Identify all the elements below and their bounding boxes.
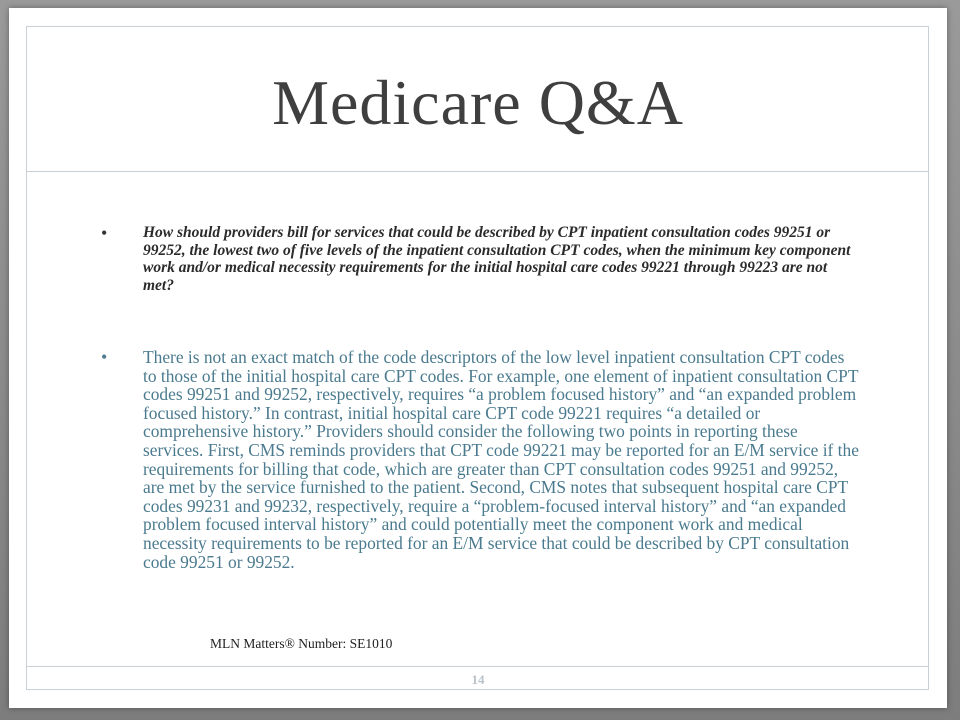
answer-bullet	[101, 348, 859, 571]
question-text: How should providers bill for services that could be described by CPT inpatient consultation codes 99251 or 99252, the lowest two of five levels of the inpatient consultation CPT codes, when the minimum key component work and/or medical necessity requirements for the initial hospital care codes 99221 through 99223 are not met?	[143, 224, 851, 294]
footer-divider	[27, 666, 929, 667]
bullet-icon: •	[101, 347, 108, 367]
answer-text: There is not an exact match of the code descriptors of the low level inpatient consultation CPT codes to those of the initial hospital care CPT codes. For example, one element of inpatient consultation CPT codes 99251 and 99252, respectively, requires “a problem focused history” and “an expanded problem focused history.” In contrast, initial hospital care CPT code 99221 requires “a detailed or comprehensive history.” Providers should consider the following two points in reporting these services. First, CMS reminds providers that CPT code 99221 may be reported for an E/M service if the requirements for billing that code, which are greater than CPT consultation codes 99251 and 99252, are met by the service furnished to the patient. Second, CMS notes that subsequent hospital care CPT codes 99231 and 99232, respectively, require a “problem-focused interval history” and “an expanded problem focused interval history” and could potentially meet the component work and medical necessity requirements to be reported for an E/M service that could be described by CPT consultation code 99251 or 99252.	[143, 347, 859, 572]
source-citation: MLN Matters® Number: SE1010	[210, 636, 393, 651]
page-number: 14	[471, 672, 485, 687]
title-divider	[27, 171, 929, 172]
bullet-icon: •	[101, 223, 108, 243]
slide-title: Medicare Q&A	[272, 67, 684, 138]
slide	[9, 8, 947, 708]
question-bullet	[101, 224, 859, 294]
